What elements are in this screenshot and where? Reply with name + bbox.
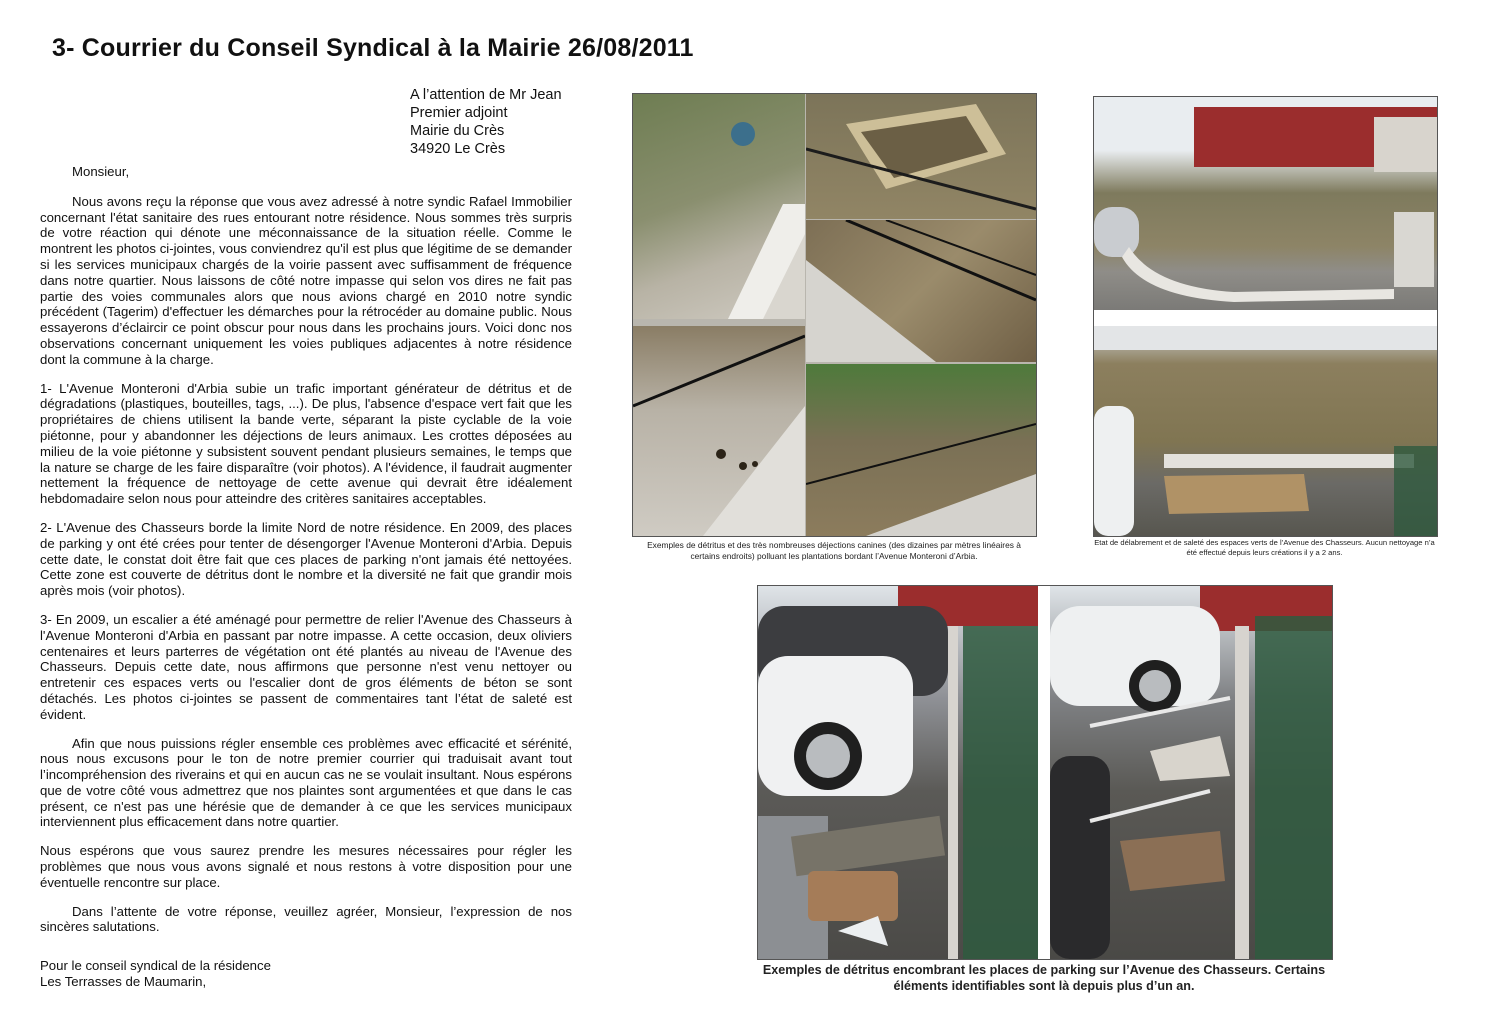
letter-paragraph: Dans l’attente de votre réponse, veuillez agréer, Monsieur, l’expression de nos sincères salutations. [40,903,572,935]
photo-parking-left-image [758,586,1038,959]
signature [40,958,271,990]
photo-footpath-drip-pipe-image [806,220,1036,362]
signature-line: Pour le conseil syndical de la résidence [40,958,271,973]
photo-footpath-drip-pipe [806,220,1036,362]
photo-cardboard-bed [1094,326,1437,536]
photo-olive-tree-bed-image [1094,97,1437,310]
photo-collage-monteroni [632,93,1037,537]
photo-collage-parking [757,585,1333,960]
signature-line: Les Terrasses de Maumarin, [40,974,207,989]
photo-parking-right [1050,586,1332,959]
letter-paragraph: 3- En 2009, un escalier a été aménagé pour permettre de relier l'Avenue des Chasseurs à l'Avenue Monteroni d'Arbia en passant par notre impasse. A cette occasion, deux oliviers centenaires et leurs parterres de végétation ont été plantés au niveau de l'Avenue des Chasseurs. Depuis cette date, nous affirmons que personne n'est venu nettoyer ou entretenir ces espaces verts ou l'escalier dont de gros éléments de béton se sont détachés. Les photos ci-jointes se passent de commentaires tant l’état de saleté est évident. [40,611,572,722]
photo-planting-strip-image [633,94,805,319]
photo-parking-left [758,586,1038,959]
letter-paragraph: 1- L'Avenue Monteroni d'Arbia subie un trafic important générateur de détritus et de dégradations (plastiques, bouteilles, tags, ...). De plus, l'absence d'espace vert fait que les propriétaires de chiens utilisent la bande verte, séparant la piste cyclable de la voie piétonne, pour y abandonner les déjections de leurs animaux. Les crottes déposées au milieu de la voie piétonne y subsistent souvent pendant plusieurs semaines, le temps que la nature se charge de les faire disparaître (voir photos). A l'évidence, il faudrait augmenter nettement la fréquence de nettoyage de cette avenue qui devrait être idéalement hebdomadaire selon nous pour atteindre des critères sanitaires acceptables. [40,380,572,507]
letter-body [40,164,572,948]
photo-bushes-sidewalk-image [806,364,1036,536]
photo-caption-chasseurs-greens: Etat de délabrement et de saleté des espaces verts de l’Avenue des Chasseurs. Aucun nettoyage n’a été effectué depuis leurs créations il y a 2 ans. [1094,538,1435,557]
photo-gravel-dog-waste [633,326,805,536]
photo-bushes-sidewalk [806,364,1036,536]
address-line: 34920 Le Crès [410,141,506,157]
photo-olive-tree-bed [1094,97,1437,310]
photo-parking-right-image [1050,586,1332,959]
letter-paragraph: 2- L'Avenue des Chasseurs borde la limite Nord de notre résidence. En 2009, des places de parking y ont été crées pour tenter de désengorger l'Avenue Monteroni d'Arbia. Depuis cette date, le constat doit être fait que ces places de parking n'ont jamais été nettoyées. Cette zone est couverte de détritus dont le nombre et la diversité ne fait que grandir mois après mois (voir photos). [40,519,572,599]
photo-gravel-dog-waste-image [633,326,805,536]
photo-caption-monteroni: Exemples de détritus et des très nombreuses déjections canines (des dizaines par mètres linéaires à certains endroits) polluant les plantations bordant l’Avenue Monteroni d’Arbia. [647,540,1021,561]
letter-paragraph: Nous espérons que vous saurez prendre les mesures nécessaires pour régler les problèmes que nous vous avons signalé et nous restons à votre disposition pour une éventuelle rencontre sur place. [40,843,572,890]
letter-paragraph: Nous avons reçu la réponse que vous avez adressé à notre syndic Rafael Immobilier concernant l'état sanitaire des rues entourant notre résidence. Nous sommes très surpris de votre réaction qui dénote une méconnaissance de la situation réelle. Comme le montrent les photos ci-jointes, vous conviendrez qu'il est plus que légitime de se demander si les services municipaux chargés de la voirie passent avec suffisamment de fréquence dans notre quartier. Nous laissons de côté notre impasse qui selon vos dires ne fait pas partie des voies communales alors que nous avions chargé en 2010 notre syndic précédent (Tagerim) d'effectuer les démarches pour la rétrocéder au domaine public. Nous essayerons d’éclaircir ce point obscur pour nous dans les prochains jours. Voici donc nos observations concernant uniquement les voies publiques adjacentes à notre résidence dont la commune à la charge. [40,193,572,367]
photo-discarded-box [806,94,1036,219]
page-title: 3- Courrier du Conseil Syndical à la Mairie 26/08/2011 [52,34,694,62]
photo-caption-parking: Exemples de détritus encombrant les places de parking sur l’Avenue des Chasseurs. Certains éléments identifiables sont là depuis plus d’un an. [762,963,1326,993]
photo-planting-strip [633,94,805,319]
address-line: Premier adjoint [410,105,508,121]
address-line: A l’attention de Mr Jean [410,87,562,103]
photo-discarded-box-image [806,94,1036,219]
photo-collage-chasseurs-greens [1093,96,1438,537]
letter-paragraph: Afin que nous puissions régler ensemble ces problèmes avec efficacité et sérénité, nous nous excusons pour le ton de notre premier courrier qui traduisait avant tout l’incompréhension des riverains et qui en aucun cas ne se voulait insultant. Nous espérons que de votre côté vous admettrez que nos plaintes sont argumentées et que dans le cas présent, ce n'est pas une hérésie que de demander à ce que les services municipaux interviennent plus efficacement dans notre quartier. [40,735,572,830]
address-line: Mairie du Crès [410,123,505,139]
letter-salutation: Monsieur, [72,164,130,179]
photo-cardboard-bed-image [1094,326,1437,536]
recipient-address [410,86,562,158]
